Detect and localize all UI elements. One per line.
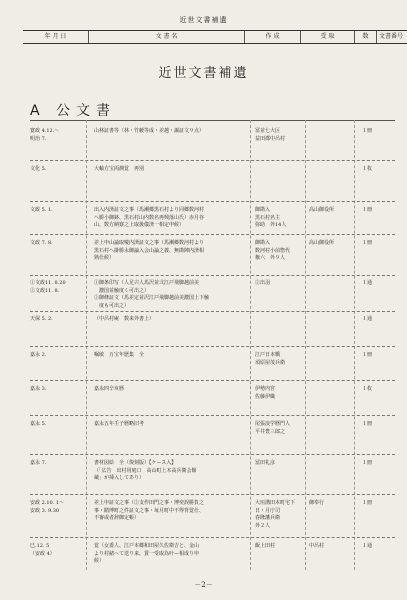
row-separator (30, 275, 395, 276)
row-author: 江戸日本橋 須原屋茂兵衛 (255, 352, 286, 366)
row-separator (30, 454, 395, 455)
row-author: 飯上田村 (255, 543, 276, 549)
row-date: 天保 5. 2. (30, 316, 53, 322)
row-count: １冊 (362, 460, 373, 466)
row-document: 覚（女委人、江戸本郷和田屋久佐衛吉と、金山 より村緒ヘて送り来、賃一受取為叶ー相成り申 候） (94, 543, 200, 564)
row-count: １通 (362, 280, 373, 286)
row-recipient: 高山御役所 (309, 240, 335, 246)
row-document: 大輪方宝両潤覚 再別 (94, 166, 145, 172)
row-date: 寛政 4.12.〜 明治 7. (30, 128, 60, 142)
header-recipient: 受 取 (301, 31, 355, 43)
header-author: 作 成 (245, 31, 301, 43)
column-divider (250, 120, 251, 570)
row-recipient: 御奉行 (309, 500, 325, 506)
row-date: 嘉永 7. (30, 460, 47, 466)
row-separator (30, 537, 395, 538)
row-author: 御勘入 数河村小前惣代 権六 外９人 (255, 240, 291, 261)
row-author: 伊勢内宮 佐藤伊織 (255, 386, 276, 400)
header-number: 文書番号 (379, 33, 404, 40)
row-separator (30, 201, 395, 202)
row-separator (30, 494, 395, 495)
row-date: 安政 2.10. 1〜 安政 3. 9.30 (30, 500, 65, 514)
header-count: 数 (355, 31, 377, 43)
row-document: 山林証書等（林・竹藪等成・差越・譲証文９点） (94, 128, 205, 134)
row-document: 差上申山論取噯内済証文之事（馬瀬郷数河村より 黒石村へ掛勝永御論入会山論之義、無勘陣内済相 熟仕候） (94, 240, 205, 261)
row-separator (30, 311, 395, 312)
row-author: 御勘入 黒石村名主 弥助 外14人 (255, 207, 287, 228)
page-title: 近世文書補遺 (158, 66, 249, 81)
row-date: 嘉永 3. (30, 386, 47, 392)
row-count: １冊 (362, 128, 373, 134)
row-separator (30, 380, 395, 381)
row-date: 巳.12. 5 （安政 4） (30, 543, 55, 557)
row-document: 差上申証文之事（②支作田門之事・博奕誤勝負之 事・賭博町之件証文之事・毎月町中不得背覚仕、 不審或者辞御定帳） (94, 500, 205, 521)
row-author: 冨並七大区 益田郡中呂村 (255, 128, 286, 142)
row-count: １冊 (362, 240, 373, 246)
section-heading: A 公文書 (30, 103, 117, 119)
row-count: １冊 (362, 500, 373, 506)
column-divider (305, 120, 306, 570)
row-recipient: 中呂村 (309, 543, 325, 549)
row-author: 冨田礼彦 (255, 460, 276, 466)
row-recipient: 高山御役所 (309, 207, 335, 213)
table-header (23, 30, 407, 44)
row-document: 嘱敏 万宝年歴集 全 (94, 352, 145, 358)
row-document: 嘉永四辛亥暦 (94, 386, 125, 392)
row-date: 文政 7. 8. (30, 240, 53, 246)
header-date: 年 月 日 (23, 31, 89, 43)
row-count: １枚 (362, 166, 373, 172)
row-document: ①御条印写（人足宍人馬沢並弐江戸飛脚越前美 濃国並触度く可出之） ②御條証文（馬差定並沢江戸飛脚越前美濃国上下触 度も可出之） (94, 280, 210, 309)
row-author: ②出羽 (255, 280, 271, 286)
page-number: －2－ (194, 581, 213, 589)
row-separator (30, 415, 395, 416)
row-count: １冊 (362, 352, 373, 358)
row-document: （中呂村庵 数来外書上） (94, 316, 155, 322)
row-document: 書材図絵 全（復刻版）【ケース入】 （「広告 出村用庭口 高山町上木高兵衛会館 蔵」が挿入してあり） (94, 460, 197, 481)
row-count: １枚 (362, 386, 373, 392)
column-divider (86, 120, 87, 570)
row-count: １通 (362, 316, 373, 322)
section-rule (30, 120, 395, 121)
row-date: 文政 5. 1. (30, 207, 53, 213)
header-document: 文 書 名 (89, 31, 245, 43)
row-separator (30, 346, 395, 347)
row-count: １冊 (362, 421, 373, 427)
row-count: １通 (362, 543, 373, 549)
row-document: 出入内済証文之事（馬瀬郷黒石村より同郷数河村 へ勝小御鉢、黒石村山内数名再興落山氏）赤月谷 山、数方納寮之上取扱儀済一相定申候） (94, 207, 205, 228)
row-separator (30, 234, 395, 235)
running-title: 近世文書補遺 (179, 16, 228, 24)
row-author: 大垣溝田本町宅下 日・月庁司 春隆藩兵衛 外２人 (255, 500, 296, 529)
column-divider (354, 120, 355, 570)
row-author: 尾張浪学暦門人 平井豊三郎之 (255, 421, 291, 435)
row-count: １冊 (362, 207, 373, 213)
row-date: ①文政11. 8.20 ②文政11. 8. (30, 280, 66, 294)
row-date: 嘉永 5. (30, 421, 47, 427)
row-document: 嘉永五年壬子暦略旧考 (94, 421, 145, 427)
row-date: 文化 5. (30, 166, 47, 172)
row-separator (30, 160, 395, 161)
row-date: 嘉永 2. (30, 352, 47, 358)
